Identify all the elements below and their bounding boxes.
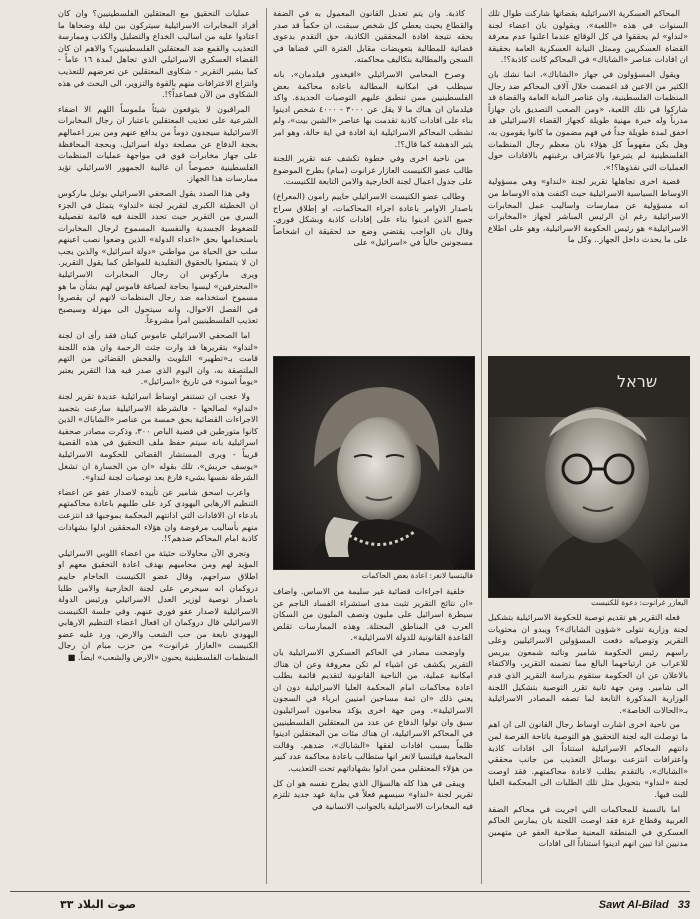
portrait-photo-langer — [273, 356, 475, 570]
paragraph: فعله التقرير هو تقديم توصية للحكومة الاسرائيلية بتشكيل لجنة وزارية تتولى «شؤون الشاباك»؟ ويبدو ان محتويات التقرير وتوصياته دفعت المسؤولين الاسرائيليين وعلى راسهم رئيس الحكومة شامير ونائبه شمعون بيريس للاعراب عن ارتياحهما البالغ مما تضمنه التقرير، والاكتفاء بالاعلان عن ان الحكومة ستقوم بدراسة التقرير الذي قدم الى شامير. ومن جهة ثانية تقرر التوصية بتشكيل اللجنة الوزارية المذكورة التابعة لما تصفه المصادر الاسرائيلية بـ«الحالات الخاصة». — [488, 612, 688, 715]
middle-column-top — [273, 8, 473, 348]
left-column — [58, 8, 258, 884]
paragraph: كاذبة. وان يتم تعديل القانون المعمول به في الضفة والقطاع بحيث يعطي كل شخص سبقت، ان حكماً قد صدر بحقه نتيجة افادة المحققين الكاذبة، حق التقدم بدعوى قضائية للمطالبة بتعويضات مقابل الفترة التي قضاها في السجن والمطالبة بتكاليف محاكمته. — [273, 8, 473, 65]
woman-portrait-image — [274, 357, 474, 569]
footer-page-number: 33 — [677, 899, 690, 911]
right-column-bottom — [488, 612, 688, 884]
footer-latin — [599, 899, 690, 911]
photo-caption-granot: اليعازر غرانوت: دعوة للكنيست — [591, 598, 688, 607]
paragraph: ويقول المسؤولون في جهاز «الشاباك»، انما نشك بان الكثير من الاعين قد اغمضت خلال آلاف المحاكم ضد رجال المنظمات الفلسطينية، وان عناصر النيابة العامة والقضاة قد شاركوا في تلك اللعبة، «ومن الصعب التصديق بان جهازاً مدرباً وله خبرة مهنية طويلة كجهاز القضاء الاسرائيلي قد اخفق لمدة طويلة جداً في فهم مضمون ما كانوا يقومون به، وهل يكن مفهوماً كل هؤلاء بان معظم رجال المنظمات الفلسطينية لم يتبرعوا بالاعتراف برغبتهم بالافادات حول العمليات التي نفذوها؟!». — [488, 68, 688, 172]
paragraph: المحاكم العسكرية الاسرائيلية بقضاتها شاركت طوال تلك السنوات في هذه «اللعبة»، ويقولون بان اعضاء لجنة «لنداو» لم يحققوا في كل الوقائع عندما اعلنوا عدم معرفة القضاة العسكريين وممثل النيابة العسكرية العامة بحقيقة ان افادات عناصر «الشاباك» في المحاكم كانت كاذبة؟!. — [488, 8, 688, 65]
man-portrait-image — [489, 357, 689, 597]
paragraph: ويبقى في هذا كله هالسؤال الذي يطرح نفسه هو ان كل تقرير لجنة «لنداو» سيسهم فعلاً في بداية عهد جديد تلتزم فيه المخابرات الاسرائيلية بالجوانب الانسانية في — [273, 777, 473, 811]
column-divider — [481, 8, 482, 884]
column-divider — [266, 8, 267, 884]
paragraph: قضية اخرى تجاهلها تقرير لجنة «لنداو» وهي مسؤولية الاوساط السياسية الاسرائيلية حيث اكتفت هذه الاوساط من انه مسؤولية عن ممارسات واساليب عمل المخابرات الاسرائيلية رغم ان الرئيس المباشر لجهاز «المخابرات الاسرائيلية» هو رئيس الحكومة الاسرائيلية، وهو على اطلاع على ما يحدث داخل الجهاز.. وكل ما — [488, 176, 688, 245]
photo-caption-langer: فاليتسيا لانغر: اعادة بعض الحاكمات — [361, 571, 473, 580]
paragraph: المراقبون لا يتوقعون شيئاً ملموساً اللهم الا اضفاء الشرعية على تعذيب المعتقلين باعتبار ان رجال المخابرات الاسرائيلية سيجدون دوماً من يدافع عنهم ومن يبرر اعمالهم بحجة الدفاع عن مصلحة دولة اسرائيل، وبحجة المحافظة على جهاز مخابرات قوي في مواجهة عمليات المنظمات الفلسطينية خصوصاً ان غالبية الجمهور الاسرائيلي تؤيد ممارسات هذا الجهاز. — [58, 103, 258, 184]
footer-publication-name: Sawt Al-Bilad — [598, 899, 669, 911]
paragraph: وطالب عضو الكنيست الاسرائيلي حاييم رامون (المعراخ) باصدار الاوامر باعادة اجراء المحاكمات، او إطلاق سراح جميع الذين ادينوا بناء على إفادات كاذبة وبشكل فوري. وقال بان الواجب يقتضي وضع حد لحقيقة ان اشخاصاً مسجونين حالياً في «اسرائيل» على — [273, 190, 473, 248]
right-column-top — [488, 8, 688, 348]
paragraph: عمليات التحقيق مع المعتقلين الفلسطينيين؟ وان كان أفراد المخابرات الاسرائيلية سيتركون بين ليلة وضحاها ما اعتادوا عليه من اساليب الخداع والتضليل والكذب وممارسة التعذيب والقمع ضد المعتقلين الفلسطينيين؟ والاهم ان كان القضاء العسكري الاسرائيلي الذي تجاهل لمدة ١٦ عاماً - كما يشير التقرير - شكاوى المعتقلين عن تعرضهم للتعذيب وانتزاع الاعترافات منهم بالقوة والتزوير، الى البحث في هذه الشكاوى من الآن فصاعداً؟!. — [58, 8, 258, 100]
footer-arabic: صوت البلاد ٣٣ — [60, 898, 137, 911]
paragraph: ولا عجب ان تستنفر اوساط اسرائيلية عديدة تقرير لجنة «لنداو» لصالحها - فالشرطة الاسرائيلية سارعت بتجميد الاجراءات القضائية بحق خمسة من عناصر «الشاباك» الذين كانوا متورطين في قضية الباص ٣٠٠، وذكرت مصادر صحفية اسرائيلية بانه سيتم حفظ ملف التحقيق في هذه القضية قريباً - ويرى المستشار القضائي للحكومة الاسرائيلية «يوسف حريش»، تلك بقوله «ان من الخسارة ان تشغل الشرطة نفسها بشيء فارغ بعد توصيات لجنة لنداو». — [58, 391, 258, 483]
photo-sign-text: שראל — [617, 372, 658, 391]
footer-rule — [10, 891, 690, 892]
portrait-photo-granot — [488, 356, 690, 598]
paragraph: اما الصحفي الاسرائيلي عاموس كينان فقد رأى ان لجنة «لنداو» بتقريرها قد وارت جثث الرحمة وان هذه اللجنة قامت بـ«تطهير» التلويث والفحش القضائي من التهم الملتصقة به، وان اليوم الذي صدر فيه هذا التقرير يعتبر «يوماً اسود» في تاريخ «اسرائيل». — [58, 330, 258, 387]
paragraph: وصرح المحامي الاسرائيلي «افيغدور فيلدمان»، بانه سيطلب في امكانية المطالبة باعادة محاكمة بعض الفلسطينيين ممن تنطبق عليهم التوصيات الجديدة. واكد فيلدمان ان هناك ما لا يقل عن ٣٠٠٠ - ٤٠٠٠ شخص ادينوا بناء على افادات كاذبة تقدمت بها عناصر «الشين بيت»، ولم تشطب المحاكم الاسرائيلية اية افادة في اية حالة، وهو امر يثير الدهشة كما قال؟!. — [273, 68, 473, 149]
paragraph: خلفية اجراءات قضائية غير سليمة من الاساس. واضاف «ان نتائج التقرير تثبت مدى استشراء الفساد الناجم عن سيطرة اسرائيل على مليون ونصف المليون من السكان العرب في المناطق المحتلة. وهذه الممارسات تقلص القاعدة القانونية للدولة الاسرائيلية». — [273, 586, 473, 643]
paragraph: من ناحية اخرى اشارت اوساط رجال القانون الى ان اهم ما توصلت اليه لجنة التحقيق هو التوصية باتاحة الفرصة لمن دانتهم المحاكم الاسرائيلية استناداً الى افادات كاذبة واعترافات انتزعت بوسائل التعذيب من جانب محققي «الشاباك»، بالتقدم بطلب لاعادة محاكمتهم. فقد اوصت لجنة «لنداو» بتحويل مثل تلك الطلبات الى المحكمة العليا للبت فيها. — [488, 719, 688, 799]
middle-column-bottom — [273, 586, 473, 884]
paragraph: اما بالنسبة للمحاكمات التي اجريت في محاكم الضفة الغربية وقطاع غزة فقد اوصت اللجنة بان يمارس الحاكم العسكري في المنطقة المعنية صلاحية العفو عن متهمين مدنيين اذا تبين انهم ادينوا استناداً الى افادات — [488, 803, 688, 849]
paragraph: وتجري الآن محاولات حثيثة من اعضاء اللوبي الاسرائيلي المؤيد لهم ومن محاميهم بهدف اعادة التحقيق معهم او اطلاق سراحهم، وقال عضو الكنيست الحاخام حاييم دروكمان انه سيحرص على لجنة الخارجية والامن طلبا باصدار توصية لوزير العدل الاسرائيلي ورئيس الدولة الاسرائيلية لاصدار عفو فوري عنهم. وفي جلسة الكنيست الاسرائيلي قال دروكمان ان افعال اعضاء التنظيم الارهابي اليهودي نابعة من حب الشعب والارض، ورد عليه عضو الكنيست «العازار غرانوت» من حزب مبام ان رجال المنظمات الفلسطينية يحبون «الارض والشعب» ايضاً. ■ — [58, 547, 258, 663]
paragraph: واوضحت مصادر في الحاكم العسكري الاسرائيلية بان التقرير يكشف عن اشياء لم تكن معروفة وعن ان هناك امكانية عملية، من الناحية القانونية لتقديم قائمة بطلب اعادة محاكمات امام المحكمة العليا الاسرائيلية دون ان يعني ذلك «ان ثمة مساجين امنيين ابرياء في السجون الاسرائيلية». ومن جهة اخرى يؤكد محامون اسرائيليون سبق وان تولوا الدفاع عن عدد من المعتقلين الفلسطينيين في المحاكم الاسرائيلية، ان هناك مئات من المعتقلين ادينوا ظلماً بسبب افادات لفقها «الشاباك»، ضدهم. وقالت المحامية فيلتسيا لانغر انها ستطالب باعادة محاكمة عدد كبير من هؤلاء المعتقلين ممن ادلوا بشهاداتهم تحت التعذيب. — [273, 646, 473, 773]
paragraph: وفي هذا الصدد يقول الصحفي الاسرائيلي يوئيل ماركوس ان الخطيئة الكبرى لتقرير لجنة «لنداو» يتمثل في الجزء السري من التقرير حيث تحدد اللجنة فيه قائمة تفصيلية للضغوط الجسدية والنفسية المسموح لرجال المخابرات باستخدامها بحق «اعداء الدولة» الذين وضعوا نصب اعينهم سلب حق الحياة من مواطني «دولة اسرائيل» والذين يجب ان لا يتمتعوا بالحقوق التقليدية للمواطن كما يقول التقرير. ويرى ماركوس ان رجال المخابرات الاسرائيلية «المحترفين» ليسوا بحاجة لصياغة قاموس لهم بشأن ما هو مسموح استخدامه ضد رجال المنظمات لانهم لن يقصروا في الفصل الاحوال، وانه سيتحول الى مهزلة وسيصبح تعذيب الفلسطينيين امراً مشروعاً. — [58, 187, 258, 326]
paragraph: واعرب اسحق شامير عن تأييده لاصدار عفو عن اعضاء التنظيم الارهابي اليهودي كرد على طلبهم باعادة محاكمتهم بادعاء ان الافادات التي ادانتهم المحكمة بموجبها قد انتزعت منهم بأساليب مرفوضة وان هؤلاء المحققين ادلوا بشهادات كاذبة امام المحاكم ضدهم؟!. — [58, 486, 258, 544]
paragraph: من ناحية اخرى وفي خطوة تكشف عنه تقرير اللجنة طالب عضو الكنيست العازار غرانوت (مبام) بطرح الموضوع على جدول اعمال لجنة الخارجية والامن التابعة للكنيست. — [273, 153, 473, 187]
